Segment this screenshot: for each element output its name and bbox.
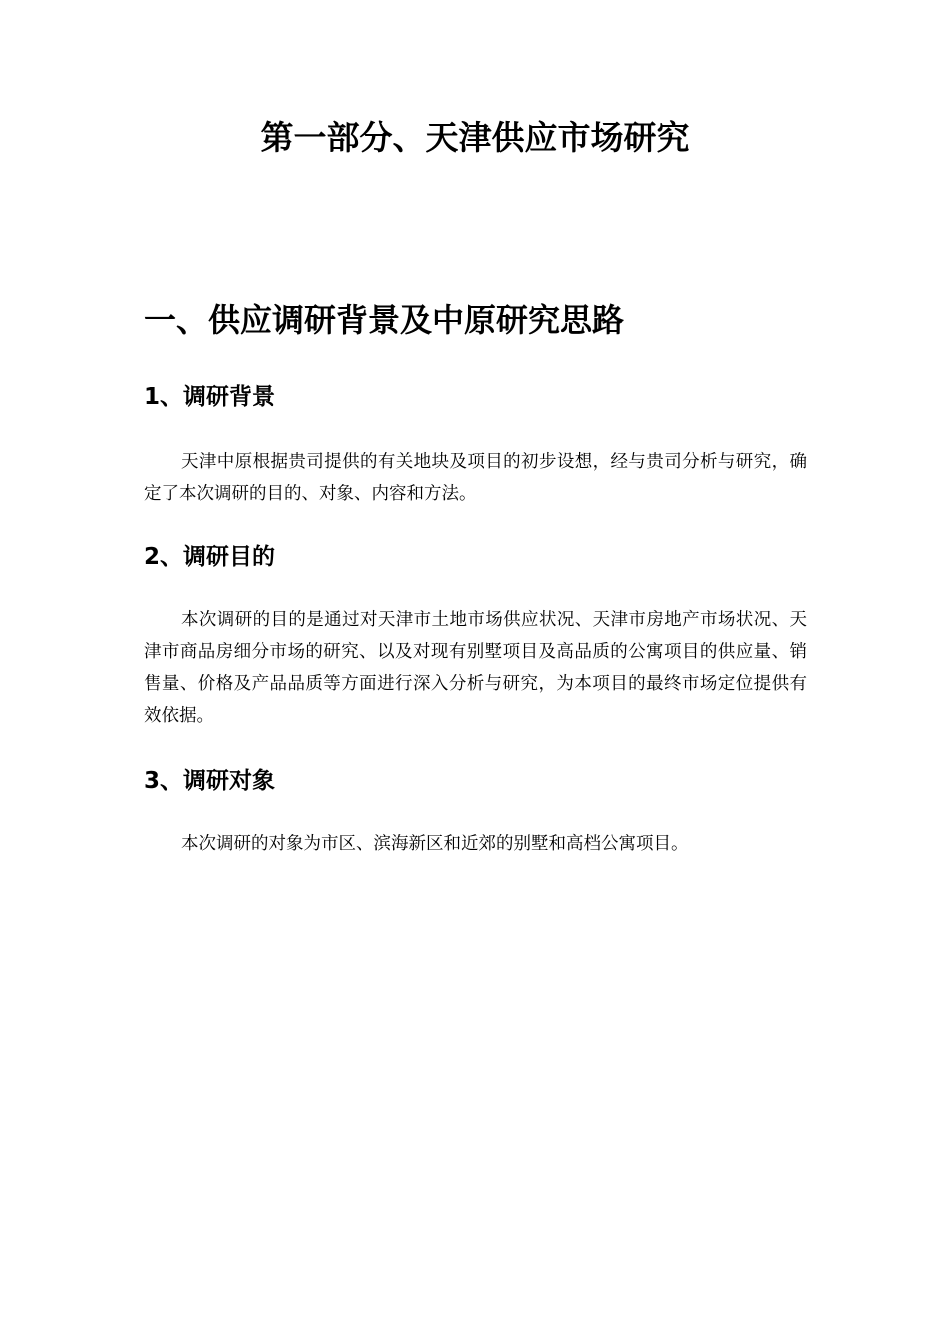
section-body-research-object: 本次调研的对象为市区、滨海新区和近郊的别墅和高档公寓项目。 (181, 834, 689, 854)
chapter-title: 一、供应调研背景及中原研究思路 (144, 301, 625, 339)
section-body-research-background: 天津中原根据贵司提供的有关地块及项目的初步设想，经与贵司分析与研究，确定了本次调研的目的、对象、内容和方法。 (144, 452, 807, 504)
section-title-research-background: 1、调研背景 (144, 384, 276, 410)
part-title: 第一部分、天津供应市场研究 (260, 118, 690, 157)
section-body-research-purpose: 本次调研的目的是通过对天津市土地市场供应状况、天津市房地产市场状况、天津市商品房细分市场的研究、以及对现有别墅项目及高品质的公寓项目的供应量、销售量、价格及产品品质等方面进行深入分析与研究，为本项目的最终市场定位提供有效依据。 (144, 610, 807, 726)
section-title-research-object: 3、调研对象 (144, 768, 276, 794)
section-title-research-purpose: 2、调研目的 (144, 544, 276, 570)
